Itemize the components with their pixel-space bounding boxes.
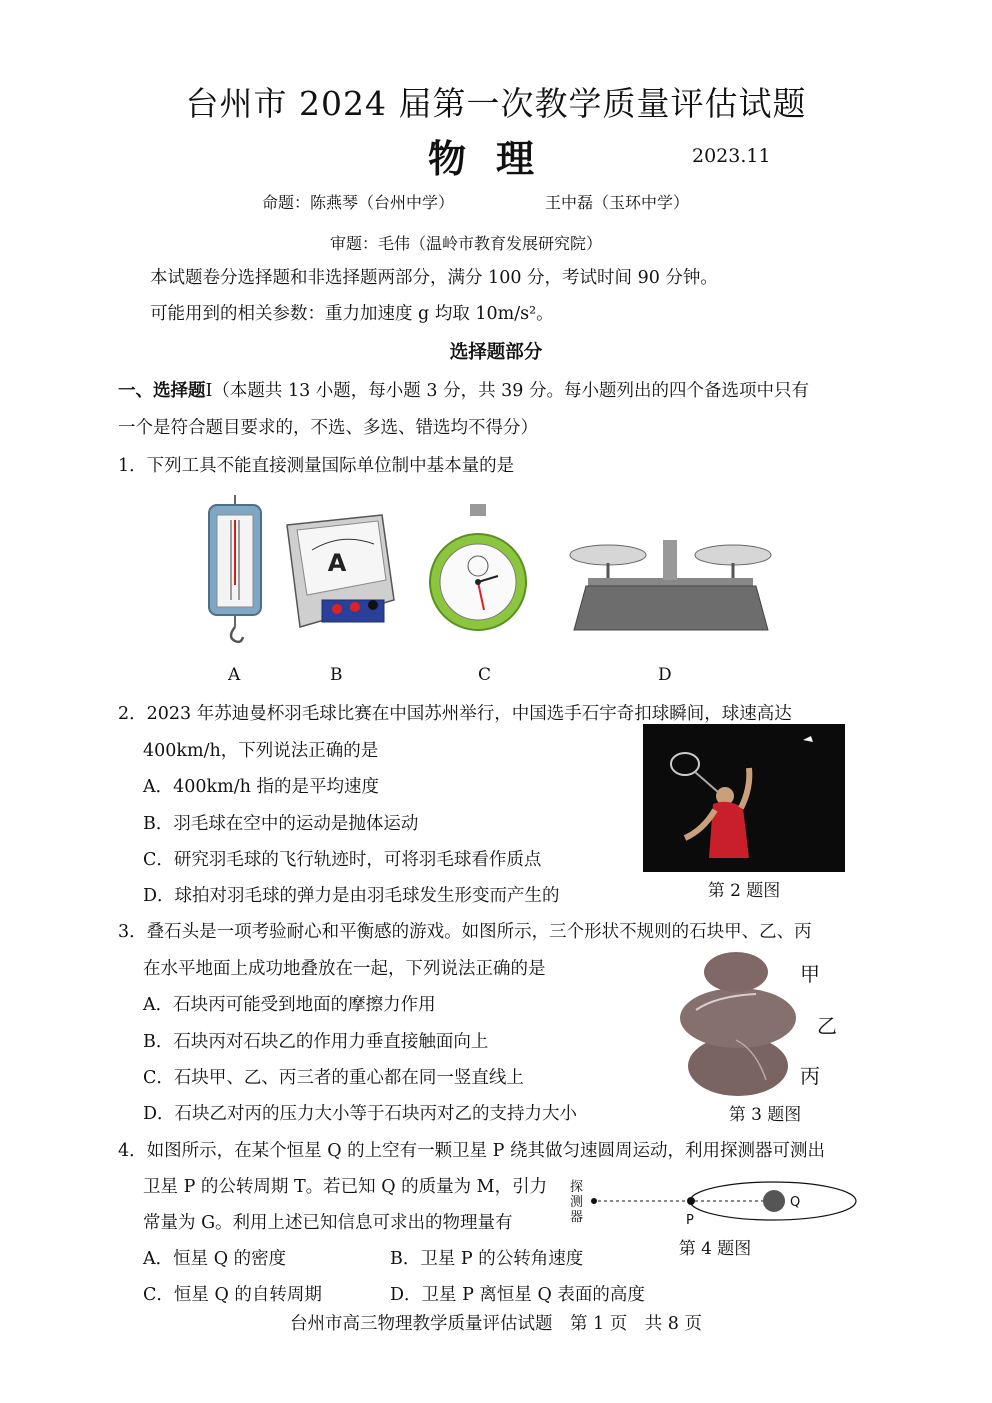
detector-char-3: 器 — [570, 1210, 584, 1225]
q2-caption: 第 2 题图 — [707, 881, 781, 901]
section-title: 选择题部分 — [449, 342, 543, 363]
balance-image — [568, 530, 773, 640]
q4-caption: 第 4 题图 — [678, 1239, 752, 1259]
ammeter-image — [282, 505, 397, 633]
detector-label — [570, 1180, 586, 1225]
stacked-stones-image — [676, 948, 796, 1098]
q2-stem-line1: 2．2023 年苏迪曼杯羽毛球比赛在中国苏州举行，中国选手石宇奇扣球瞬间，球速高达 — [118, 704, 792, 724]
intro-line-1: 本试题卷分选择题和非选择题两部分，满分 100 分，考试时间 90 分钟。 — [150, 268, 718, 288]
q2-option-c: C．研究羽毛球的飞行轨迹时，可将羽毛球看作质点 — [143, 850, 542, 870]
stopwatch-image — [428, 500, 528, 635]
q3-stem-line1: 3．叠石头是一项考验耐心和平衡感的游戏。如图所示，三个形状不规则的石块甲、乙、丙 — [118, 922, 812, 942]
q3-stem-line2: 在水平地面上成功地叠放在一起，下列说法正确的是 — [143, 959, 546, 979]
ammeter-letter: A — [327, 549, 347, 577]
section-heading — [118, 377, 809, 402]
q2-option-d: D．球拍对羽毛球的弹力是由羽毛球发生形变而产生的 — [143, 886, 560, 906]
q4-option-d: D．卫星 P 离恒星 Q 表面的高度 — [390, 1285, 645, 1305]
badminton-photo — [643, 724, 845, 872]
exam-title: 台州市 2024 届第一次教学质量评估试题 — [185, 84, 807, 123]
detector-char-1: 探 — [570, 1180, 584, 1195]
q2-option-a: A．400km/h 指的是平均速度 — [143, 777, 379, 797]
page-footer: 台州市高三物理教学质量评估试题 第 1 页 共 8 页 — [289, 1314, 703, 1334]
detector-char-2: 测 — [570, 1195, 584, 1210]
q4-option-a: A．恒星 Q 的密度 — [143, 1249, 287, 1269]
q1-label-b: B — [330, 665, 343, 685]
author-line-2: 王中磊（玉环中学） — [545, 193, 690, 212]
q2-option-b: B．羽毛球在空中的运动是抛体运动 — [143, 814, 419, 834]
q3-option-a: A．石块丙可能受到地面的摩擦力作用 — [143, 995, 436, 1015]
q1-label-d: D — [658, 665, 672, 685]
intro-line-2: 可能用到的相关参数：重力加速度 g 均取 10m/s²。 — [150, 304, 554, 324]
section-heading-bold: 一、选择题 — [118, 381, 206, 401]
stone-label-bing: 丙 — [800, 1064, 820, 1088]
spring-scale-image — [195, 495, 275, 645]
q1-label-a: A — [228, 665, 241, 685]
q1-stem: 1．下列工具不能直接测量国际单位制中基本量的是 — [118, 456, 515, 476]
q4-stem-line2: 卫星 P 的公转周期 T。若已知 Q 的质量为 M，引力 — [143, 1177, 548, 1197]
q3-option-c: C．石块甲、乙、丙三者的重心都在同一竖直线上 — [143, 1068, 524, 1088]
author-line-1: 命题：陈燕琴（台州中学） — [262, 193, 455, 212]
q4-option-b: B．卫星 P 的公转角速度 — [390, 1249, 584, 1269]
q3-caption: 第 3 题图 — [728, 1105, 802, 1125]
q3-option-b: B．石块丙对石块乙的作用力垂直接触面向上 — [143, 1032, 489, 1052]
satellite-p-label: P — [686, 1213, 694, 1228]
stone-label-jia: 甲 — [800, 962, 820, 986]
q2-stem-line2: 400km/h，下列说法正确的是 — [143, 741, 379, 761]
q4-option-c: C．恒星 Q 的自转周期 — [143, 1285, 322, 1305]
subject-title: 物理 — [427, 136, 564, 181]
section-heading-rest: Ⅰ（本题共 13 小题，每小题 3 分，共 39 分。每小题列出的四个备选项中只有 — [205, 381, 809, 401]
exam-date: 2023.11 — [692, 145, 771, 167]
q4-stem-line3: 常量为 G。利用上述已知信息可求出的物理量有 — [143, 1213, 513, 1233]
q1-label-c: C — [478, 665, 492, 685]
stone-label-yi: 乙 — [817, 1014, 837, 1038]
q3-option-d: D．石块乙对丙的压力大小等于石块丙对乙的支持力大小 — [143, 1104, 578, 1124]
reviewer-line: 审题：毛伟（温岭市教育发展研究院） — [330, 234, 603, 253]
q4-stem-line1: 4．如图所示，在某个恒星 Q 的上空有一颗卫星 P 绕其做匀速圆周运动，利用探测器可测出 — [118, 1141, 826, 1161]
star-q-label: Q — [790, 1195, 801, 1210]
section-heading-line2: 一个是符合题目要求的，不选、多选、错选均不得分） — [118, 418, 538, 438]
orbit-diagram — [588, 1180, 863, 1230]
